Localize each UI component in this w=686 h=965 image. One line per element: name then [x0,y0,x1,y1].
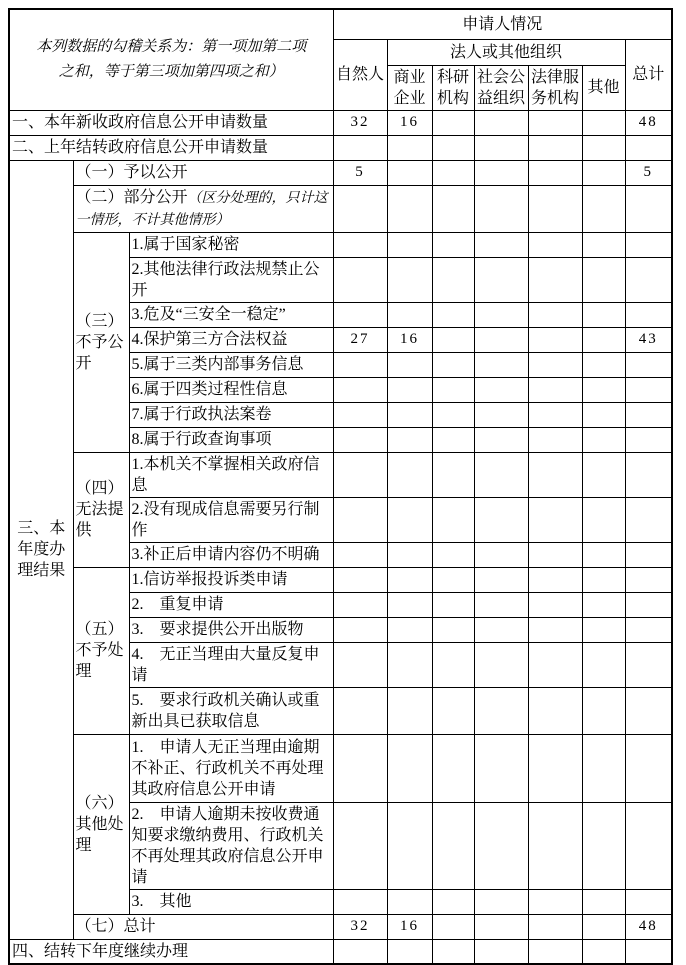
value-cell [528,135,582,160]
item-overdue-no-correction: 1. 申请人无正当理由逾期不补正、行政机关不再处理其政府信息公开申请 [129,734,333,802]
header-research-institution: 科研机构 [432,65,474,110]
value-cell [333,402,387,427]
value-cell [432,110,474,135]
item-overdue-no-payment: 2. 申请人逾期未按收费通知要求缴纳费用、行政机关不再处理其政府信息公开申请 [129,802,333,889]
value-cell [582,939,625,964]
value-cell [528,232,582,257]
item-not-held: 1.本机关不掌握相关政府信息 [129,452,333,497]
value-cell [528,617,582,642]
value-cell [625,542,672,567]
value-cell [333,687,387,734]
value-cell [432,617,474,642]
value-cell [432,889,474,914]
value-cell [432,939,474,964]
item-mass-repeated-requests: 4. 无正当理由大量反复申请 [129,642,333,687]
value-cell [582,257,625,302]
value-cell [582,302,625,327]
value-cell [625,232,672,257]
value-cell [333,939,387,964]
value-cell [432,257,474,302]
value-cell [528,914,582,939]
row-carried-over-label: 二、上年结转政府信息公开申请数量 [9,135,333,160]
value-cell [582,352,625,377]
value-cell [387,542,432,567]
value-cell [474,617,528,642]
value-cell [474,939,528,964]
value-cell [625,734,672,802]
value-cell [528,352,582,377]
value-cell [625,302,672,327]
item-other: 3. 其他 [129,889,333,914]
value-cell [333,377,387,402]
value-cell [528,402,582,427]
value-cell [387,352,432,377]
value-cell [474,687,528,734]
value-cell [387,617,432,642]
value-cell [474,497,528,542]
value-cell [387,802,432,889]
value-cell [625,497,672,542]
value-cell [432,232,474,257]
value-cell [387,567,432,592]
item-admin-query-matters: 8.属于行政查询事项 [129,427,333,452]
value-cell [528,687,582,734]
value-cell [528,567,582,592]
row-new-applications-label: 一、本年新收政府信息公开申请数量 [9,110,333,135]
row-partial-disclosure [73,185,333,232]
value-cell [474,377,528,402]
value-cell [387,302,432,327]
value-cell [432,302,474,327]
value-cell [625,567,672,592]
header-natural-person: 自然人 [333,39,387,110]
value-cell [474,257,528,302]
value-cell: 5 [333,160,387,185]
value-cell [432,452,474,497]
value-cell [625,185,672,232]
value-cell [474,110,528,135]
value-cell [582,642,625,687]
group-other-handling-label: （六）其他处理 [73,734,129,914]
value-cell [528,889,582,914]
value-cell [582,232,625,257]
value-cell [432,135,474,160]
header-commercial-enterprise: 商业企业 [387,65,432,110]
value-cell [333,135,387,160]
value-cell [625,377,672,402]
value-cell [625,452,672,497]
value-cell: 32 [333,914,387,939]
value-cell [582,377,625,402]
value-cell [528,110,582,135]
header-applicant-situation: 申请人情况 [333,9,672,39]
row-partial-label: （二）部分公开 [75,188,188,206]
value-cell [432,592,474,617]
value-cell [528,802,582,889]
value-cell [528,592,582,617]
value-cell [474,402,528,427]
row-partial-note: （区分处理的，只计这一情形，不计其他情形） [75,190,328,228]
value-cell [432,427,474,452]
value-cell [432,160,474,185]
value-cell [387,160,432,185]
value-cell [333,592,387,617]
value-cell [387,642,432,687]
item-petition-complaint: 1.信访举报投诉类申请 [129,567,333,592]
value-cell [333,497,387,542]
value-cell [432,185,474,232]
row-granted-label: （一）予以公开 [73,160,333,185]
value-cell [333,567,387,592]
value-cell: 16 [387,110,432,135]
header-legal-service-org: 法律服务机构 [528,65,582,110]
header-legal-or-other-org: 法人或其他组织 [387,39,625,65]
value-cell [474,734,528,802]
value-cell [474,914,528,939]
value-cell [582,452,625,497]
value-cell [528,302,582,327]
row-subtotal-label: （七）总计 [73,914,333,939]
value-cell [625,642,672,687]
value-cell [582,734,625,802]
value-cell [387,939,432,964]
value-cell [333,542,387,567]
value-cell [432,802,474,889]
value-cell [582,914,625,939]
value-cell [432,352,474,377]
value-cell [333,302,387,327]
group-unable-label: （四）无法提供 [73,452,129,567]
value-cell [474,352,528,377]
value-cell [625,617,672,642]
value-cell [333,232,387,257]
value-cell [387,427,432,452]
value-cell [528,497,582,542]
item-needs-creation: 2.没有现成信息需要另行制作 [129,497,333,542]
value-cell [387,135,432,160]
value-cell [432,377,474,402]
item-published-materials: 3. 要求提供公开出版物 [129,617,333,642]
value-cell [582,542,625,567]
gov-info-disclosure-application-table [8,8,673,965]
item-process-info: 6.属于四类过程性信息 [129,377,333,402]
item-still-unclear: 3.补正后申请内容仍不明确 [129,542,333,567]
value-cell [528,427,582,452]
value-cell [474,567,528,592]
value-cell [432,327,474,352]
value-cell [582,617,625,642]
value-cell [432,734,474,802]
value-cell [582,327,625,352]
value-cell [387,687,432,734]
value-cell [474,302,528,327]
value-cell [432,914,474,939]
value-cell [582,592,625,617]
item-repeat-application: 2. 重复申请 [129,592,333,617]
value-cell [625,802,672,889]
item-endanger-safety-stability: 3.危及“三安全一稳定” [129,302,333,327]
value-cell [474,642,528,687]
value-cell [625,402,672,427]
value-cell [387,257,432,302]
value-cell [387,232,432,257]
value-cell [432,497,474,542]
row-next-year-label: 四、结转下年度继续办理 [9,939,333,964]
value-cell [528,377,582,402]
item-enforcement-files: 7.属于行政执法案卷 [129,402,333,427]
value-cell [528,452,582,497]
value-cell [432,542,474,567]
value-cell [474,327,528,352]
value-cell [387,497,432,542]
section-annual-results-label: 三、本年度办理结果 [9,160,73,939]
value-cell [625,257,672,302]
value-cell: 5 [625,160,672,185]
value-cell: 43 [625,327,672,352]
item-internal-affairs-info: 5.属于三类内部事务信息 [129,352,333,377]
value-cell [625,352,672,377]
value-cell [432,642,474,687]
value-cell: 48 [625,110,672,135]
item-state-secret: 1.属于国家秘密 [129,232,333,257]
value-cell [582,160,625,185]
value-cell [474,592,528,617]
value-cell [582,110,625,135]
value-cell [432,687,474,734]
item-confirm-reissue-info: 5. 要求行政机关确认或重新出具已获取信息 [129,687,333,734]
value-cell [474,135,528,160]
item-third-party-rights: 4.保护第三方合法权益 [129,327,333,352]
value-cell [474,160,528,185]
value-cell [582,497,625,542]
value-cell [582,687,625,734]
value-cell [387,377,432,402]
value-cell [333,185,387,232]
value-cell: 16 [387,914,432,939]
value-cell [528,327,582,352]
value-cell [582,185,625,232]
header-other-org: 其他 [582,65,625,110]
value-cell: 32 [333,110,387,135]
value-cell [528,542,582,567]
value-cell: 48 [625,914,672,939]
value-cell [333,427,387,452]
value-cell [333,452,387,497]
value-cell [333,889,387,914]
value-cell [387,185,432,232]
group-denied-label: （三）不予公开 [73,232,129,452]
value-cell [625,427,672,452]
value-cell: 16 [387,327,432,352]
value-cell [474,542,528,567]
value-cell [528,160,582,185]
value-cell [474,889,528,914]
value-cell [582,402,625,427]
group-not-processed-label: （五）不予处理 [73,567,129,734]
value-cell [333,734,387,802]
value-cell [625,939,672,964]
value-cell [387,734,432,802]
value-cell [582,427,625,452]
value-cell [387,452,432,497]
value-cell [474,802,528,889]
value-cell [582,135,625,160]
value-cell [528,939,582,964]
value-cell [333,617,387,642]
value-cell [387,889,432,914]
reconciliation-note: 本列数据的勾稽关系为：第一项加第二项之和，等于第三项加第四项之和） [9,9,333,110]
value-cell [474,232,528,257]
value-cell [625,135,672,160]
value-cell [474,427,528,452]
value-cell [432,402,474,427]
value-cell [528,257,582,302]
value-cell [582,802,625,889]
header-public-welfare-org: 社会公益组织 [474,65,528,110]
value-cell [387,592,432,617]
item-other-law-prohibited: 2.其他法律行政法规禁止公开 [129,257,333,302]
value-cell [474,452,528,497]
value-cell [582,889,625,914]
value-cell [528,185,582,232]
value-cell [625,889,672,914]
header-total: 总计 [625,39,672,110]
value-cell [387,402,432,427]
value-cell: 27 [333,327,387,352]
value-cell [333,257,387,302]
value-cell [333,802,387,889]
value-cell [582,567,625,592]
value-cell [625,592,672,617]
value-cell [528,734,582,802]
value-cell [474,185,528,232]
value-cell [333,352,387,377]
value-cell [432,567,474,592]
value-cell [333,642,387,687]
value-cell [625,687,672,734]
value-cell [528,642,582,687]
